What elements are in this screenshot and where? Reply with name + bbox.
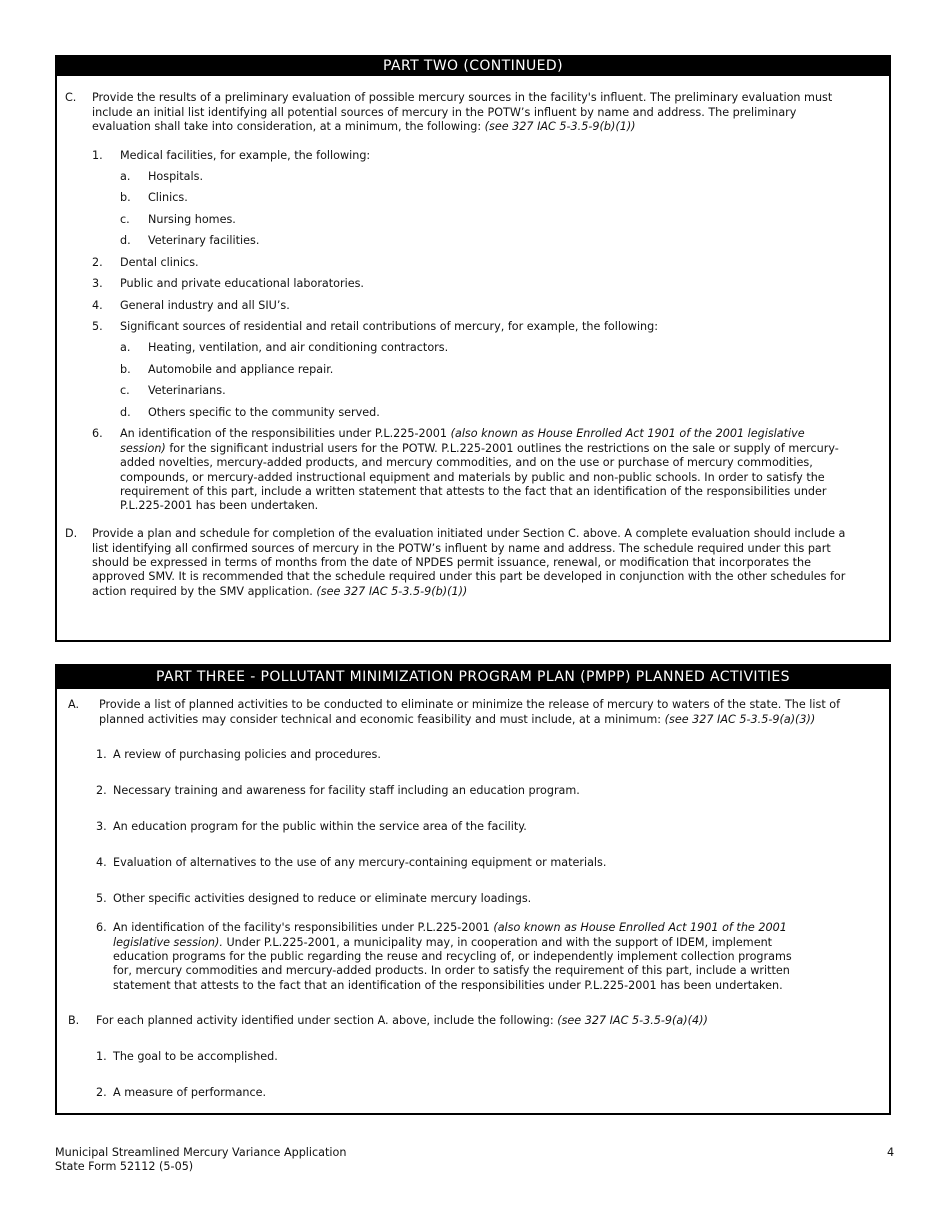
section-d-line: Provide a plan and schedule for completion of the evaluation initiated under Section C. above. A complete evaluation should include a (92, 527, 846, 540)
part-two-section (55, 55, 891, 642)
part-three-section (55, 664, 891, 1115)
list-item-text: The goal to be accomplished. (113, 1050, 278, 1063)
list-item-text: Dental clinics. (120, 256, 199, 269)
list-item-text: Other specific activities designed to reduce or eliminate mercury loadings. (113, 892, 532, 905)
section-d-line: approved SMV. It is recommended that the schedule required under this part be developed in conjunction with the other schedules for (92, 570, 846, 583)
section-c-line: evaluation shall take into consideration, at a minimum, the following: (see 327 IAC 5-3.5-9(b)(1)) (92, 120, 636, 133)
section-a-line: Provide a list of planned activities to be conducted to eliminate or minimize the release of mercury to waters of the state. The list of (99, 698, 841, 711)
list-item-text: Evaluation of alternatives to the use of any mercury-containing equipment or materials. (113, 856, 607, 869)
list-item-text: Others specific to the community served. (148, 406, 380, 419)
item-6-line: added novelties, mercury-added products, and mercury commodities, and on the use or purchase of mercury commodities, (120, 456, 813, 469)
list-item-number: 1. (92, 149, 103, 162)
footer-form-title: Municipal Streamlined Mercury Variance Application (55, 1146, 347, 1159)
list-item-text: Nursing homes. (148, 213, 236, 226)
list-item-number: 2. (96, 784, 107, 797)
list-item-text: Clinics. (148, 191, 188, 204)
item-6-line: session) for the significant industrial users for the POTW. P.L.225-2001 outlines the restrictions on the sale or supply of mercury- (120, 441, 839, 455)
section-d-label: D. (65, 527, 78, 540)
list-item-letter: c. (120, 213, 130, 226)
list-item-text: General industry and all SIU’s. (120, 299, 290, 312)
item-a6-line: An identification of the facility's responsibilities under P.L.225-2001 (also known as House Enrolled Act 1901 of the 2001 (113, 921, 787, 934)
list-item-text: Significant sources of residential and retail contributions of mercury, for example, the following: (120, 320, 659, 333)
list-item-text: A measure of performance. (113, 1086, 267, 1099)
list-item-text: Necessary training and awareness for facility staff including an education program. (113, 784, 580, 797)
list-item-letter: b. (120, 191, 131, 204)
list-item-letter: c. (120, 384, 130, 397)
item-6-line: An identification of the responsibilities under P.L.225-2001 (also known as House Enrolled Act 1901 of the 2001 legislative (120, 427, 805, 440)
section-b-line: For each planned activity identified under section A. above, include the following: (see 327 IAC 5-3.5-9(a)(4)) (96, 1014, 708, 1027)
list-item-number: 5. (96, 892, 107, 905)
list-item-number: 4. (92, 299, 103, 312)
list-item-letter: a. (120, 341, 131, 354)
section-a-label: A. (68, 698, 80, 711)
list-item-text: Heating, ventilation, and air conditioning contractors. (148, 341, 449, 354)
footer-form-number: State Form 52112 (5-05) (55, 1160, 194, 1173)
list-item-number: 4. (96, 856, 107, 869)
list-item-text: A review of purchasing policies and procedures. (113, 748, 381, 761)
list-item-text: Automobile and appliance repair. (148, 363, 334, 376)
list-item-text: Veterinarians. (148, 384, 226, 397)
part-three-header: PART THREE - POLLUTANT MINIMIZATION PROGRAM PLAN (PMPP) PLANNED ACTIVITIES (57, 666, 889, 689)
list-item-number: 2. (92, 256, 103, 269)
list-item-text: Hospitals. (148, 170, 204, 183)
section-d-line: list identifying all confirmed sources of mercury in the POTW’s influent by name and address. The schedule required under this part (92, 541, 831, 555)
item-6-line: compounds, or mercury-added instructional equipment and materials by public and non-public schools. In order to satisfy the (120, 470, 825, 484)
item-a6-line: legislative session). Under P.L.225-2001, a municipality may, in cooperation and with the support of IDEM, implement (113, 935, 773, 949)
section-a-line: planned activities may consider technical and economic feasibility and must include, at a minimum: (see 327 IAC 5-3.5-9(a)(3)) (99, 712, 816, 726)
section-c-label: C. (65, 91, 77, 104)
list-item-text: An education program for the public within the service area of the facility. (113, 820, 527, 833)
section-c-line: Provide the results of a preliminary evaluation of possible mercury sources in the facility's influent. The preliminary evaluation must (92, 91, 833, 104)
list-item-number: 1. (96, 748, 107, 761)
section-d-line: should be expressed in terms of months from the date of NPDES permit issuance, renewal, or modification that incorporates the (92, 556, 812, 569)
list-item-number: 3. (96, 820, 107, 833)
item-6-line: P.L.225-2001 has been undertaken. (120, 499, 319, 512)
list-item-letter: a. (120, 170, 131, 183)
list-item-letter: b. (120, 363, 131, 376)
list-item-letter: d. (120, 406, 131, 419)
item-a6-line: for, mercury commodities and mercury-added products. In order to satisfy the requirement of this part, include a written (113, 964, 790, 977)
list-item-number: 2. (96, 1086, 107, 1099)
section-b-label: B. (68, 1014, 80, 1027)
item-a6-line: statement that attests to the fact that an identification of the responsibilities under P.L.225-2001 has been undertaken. (113, 978, 783, 992)
list-item-number: 1. (96, 1050, 107, 1063)
list-item-number: 3. (92, 277, 103, 290)
list-item-letter: d. (120, 234, 131, 247)
section-c-line: include an initial list identifying all potential sources of mercury in the POTW’s influent by name and address. The preliminary (92, 105, 797, 119)
list-item-number: 6. (96, 921, 107, 934)
item-a6-line: education programs for the public regarding the reuse and recycling of, or independently implement collection programs (113, 950, 792, 963)
list-item-text: Veterinary facilities. (148, 234, 260, 247)
section-d-line: action required by the SMV application. (see 327 IAC 5-3.5-9(b)(1)) (92, 584, 468, 598)
page-number: 4 (887, 1146, 895, 1159)
list-item-text: Public and private educational laboratories. (120, 277, 364, 290)
part-two-header: PART TWO (CONTINUED) (57, 57, 889, 76)
list-item-number: 6. (92, 427, 103, 440)
list-item-number: 5. (92, 320, 103, 333)
item-6-line: requirement of this part, include a written statement that attests to the fact that an identification of the responsibilities under (120, 484, 827, 498)
list-item-text: Medical facilities, for example, the following: (120, 149, 371, 162)
